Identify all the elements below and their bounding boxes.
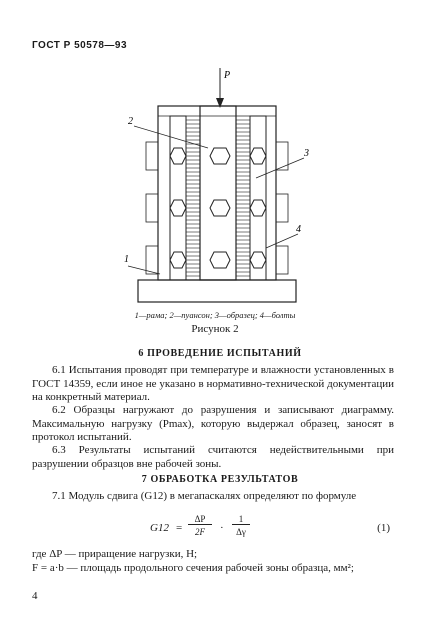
paragraph-6-3: 6.3 Результаты испытаний считаются недействительными при разрушении образцов вне рабочей зоны. xyxy=(32,444,394,470)
paragraph-6-1: 6.1 Испытания проводят при температуре и влажности установленных в ГОСТ 14359, если иное не указано в нормативно-технической документации на конкретный материал. xyxy=(32,364,394,403)
where-line-2: F = a·b — площадь продольного сечения рабочей зоны образца, мм²; xyxy=(32,562,354,574)
section-7-title: 7 ОБРАБОТКА РЕЗУЛЬТАТОВ xyxy=(141,474,299,485)
formula-number: (1) xyxy=(377,522,390,534)
formula-1: G12 = ΔP 2F · 1 Δγ (1) xyxy=(150,514,390,537)
callout-1: 1 xyxy=(124,254,129,265)
where-line-1: где ΔP — приращение нагрузки, Н; xyxy=(32,548,198,560)
punch-2 xyxy=(200,106,236,280)
paragraph-7-1: 7.1 Модуль сдвига (G12) в мегапаскалях определяют по формуле xyxy=(52,490,357,502)
bolts-4 xyxy=(170,148,266,268)
side-bolt-heads xyxy=(146,142,288,274)
document-header: ГОСТ Р 50578—93 xyxy=(32,40,128,51)
figure-legend: 1—рама; 2—пуансон; 3—образец; 4—болты xyxy=(134,310,296,320)
callout-2: 2 xyxy=(128,116,133,127)
callout-3: 3 xyxy=(304,148,309,159)
formula-lhs: G12 xyxy=(150,522,169,534)
fraction-2-numerator: 1 xyxy=(232,514,250,525)
fraction-1-numerator: ΔP xyxy=(188,514,212,525)
force-label: P xyxy=(224,70,231,81)
callout-4: 4 xyxy=(296,224,301,235)
page-number: 4 xyxy=(32,590,38,602)
figure-2-drawing xyxy=(120,68,320,318)
fraction-2-denominator: Δγ xyxy=(236,527,246,537)
base-frame xyxy=(138,280,296,302)
figure-title: Рисунок 2 xyxy=(191,323,239,335)
section-6-title: 6 ПРОВЕДЕНИЕ ИСПЫТАНИЙ xyxy=(138,348,302,359)
frame-1 xyxy=(158,106,276,280)
fraction-1-denominator: 2F xyxy=(195,527,205,537)
specimens-3 xyxy=(186,120,250,276)
paragraph-6-2: 6.2 Образцы нагружают до разрушения и записывают диаграмму. Максимальную нагрузку (Pmax), которую выдержал образец, заносят в протокол испытаний. xyxy=(32,404,394,443)
